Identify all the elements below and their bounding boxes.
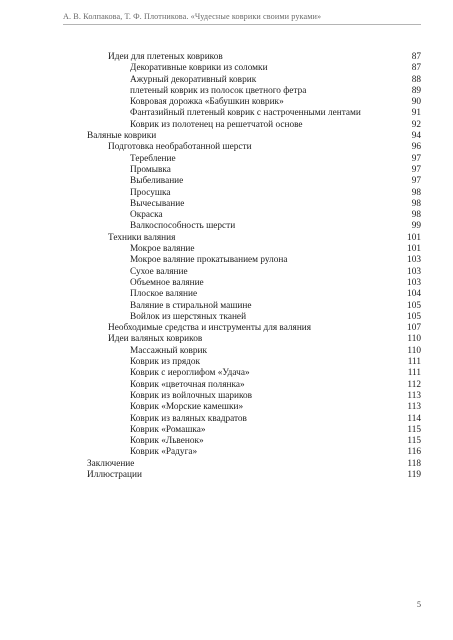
- toc-entry-page: 101: [407, 244, 421, 255]
- toc-entry-title: Ажурный декоративный коврик: [130, 74, 257, 85]
- toc-entry-title: Массажный коврик: [130, 345, 208, 356]
- toc-entry-title: Идеи для плетеных ковриков: [108, 52, 223, 62]
- toc-entry-page: 98: [411, 187, 421, 198]
- toc-entry-title: Войлок из шерстяных тканей: [130, 311, 247, 322]
- toc-entry-page: 94: [411, 131, 421, 142]
- toc-entry: [0, 334, 453, 345]
- toc-entry-page: 97: [411, 176, 421, 187]
- toc-entry-title: Выбеливание: [130, 176, 184, 187]
- toc-entry-page: 96: [411, 142, 421, 153]
- toc-entry-title: Коврик «Львенок»: [130, 436, 204, 447]
- toc-entry: [0, 425, 453, 436]
- toc-entry-page: 105: [407, 311, 421, 322]
- toc-entry: [0, 154, 453, 165]
- toc-entry-title: плетеный коврик из полосок цветного фетра: [130, 85, 307, 96]
- running-head: А. В. Колпакова, Т. Ф. Плотникова. «Чудесные коврики своими руками»: [63, 12, 322, 21]
- toc-entry-title: Идеи валяных ковриков: [108, 334, 203, 345]
- toc-entry: [0, 278, 453, 289]
- toc-entry-title: Коврик «цветочная полянка»: [130, 379, 245, 390]
- toc-entry-title: Коврик из валяных квадратов: [130, 413, 247, 424]
- toc-entry: [0, 470, 453, 481]
- toc-entry-title: Теребление: [130, 153, 176, 164]
- toc-entry-page: 111: [407, 357, 421, 368]
- toc-entry-title: Заключение: [87, 458, 135, 469]
- toc-entry: [0, 459, 453, 470]
- toc-entry-title: Коврик из прядок: [130, 357, 201, 368]
- toc-entry-page: 99: [411, 221, 421, 232]
- toc-entry-title: Валяние в стиральной машине: [130, 300, 252, 311]
- header-divider: [63, 24, 421, 25]
- toc-entry: [0, 391, 453, 402]
- toc-entry-title: Окраска: [130, 210, 163, 221]
- toc-entry: [0, 368, 453, 379]
- toc-entry-title: Коврик из войлочных шариков: [130, 390, 253, 401]
- toc-entry-page: 103: [407, 255, 421, 266]
- toc-entry-title: Необходимые средства и инструменты для валяния: [108, 323, 312, 334]
- toc-entry: [0, 131, 453, 142]
- toc-entry-page: 87: [411, 52, 421, 62]
- toc-entry-page: 104: [407, 289, 421, 300]
- toc-entry: [0, 267, 453, 278]
- toc-entry: [0, 86, 453, 97]
- toc-entry-page: 89: [411, 85, 421, 96]
- toc-entry-title: Подготовка необработанной шерсти: [108, 142, 252, 153]
- toc-entry-page: 88: [411, 74, 421, 85]
- toc-entry-page: 118: [407, 458, 421, 469]
- toc-entry-title: Коврик «Радуга»: [130, 447, 198, 458]
- toc-entry-title: Коврик «Ромашка»: [130, 424, 206, 435]
- toc-entry: [0, 120, 453, 131]
- toc-entry-title: Просушка: [130, 187, 171, 198]
- toc-entry: [0, 289, 453, 300]
- toc-entry-page: 97: [411, 164, 421, 175]
- toc-entry: [0, 301, 453, 312]
- toc-entry: [0, 97, 453, 108]
- toc-entry-page: 97: [411, 153, 421, 164]
- toc-entry-page: 110: [407, 334, 421, 345]
- toc-entry-title: Техники валяния: [108, 232, 176, 243]
- toc-entry: [0, 436, 453, 447]
- toc-entry-title: Объемное валяние: [130, 277, 204, 288]
- toc-entry-page: 116: [407, 447, 421, 458]
- toc-entry-page: 90: [411, 97, 421, 108]
- toc-entry-title: Валяные коврики: [87, 131, 157, 142]
- toc-entry-page: 107: [407, 323, 421, 334]
- toc-entry: [0, 108, 453, 119]
- toc-entry: [0, 165, 453, 176]
- toc-entry-title: Мокрое валяние: [130, 244, 195, 255]
- table-of-contents: [0, 52, 453, 481]
- toc-entry-title: Декоративные коврики из соломки: [130, 63, 268, 74]
- toc-entry-page: 87: [411, 63, 421, 74]
- toc-entry-page: 114: [407, 413, 421, 424]
- toc-entry-title: Коврик из полотенец на решетчатой основе: [130, 119, 303, 130]
- toc-entry-title: Фантазийный плетеный коврик с настроченными лентами: [130, 108, 361, 119]
- toc-entry: [0, 346, 453, 357]
- toc-entry-page: 103: [407, 277, 421, 288]
- toc-entry-title: Коврик «Морские камешки»: [130, 402, 244, 413]
- toc-entry: [0, 52, 453, 63]
- toc-entry-title: Плоское валяние: [130, 289, 198, 300]
- toc-entry: [0, 323, 453, 334]
- toc-entry: [0, 142, 453, 153]
- toc-entry-page: 112: [407, 379, 421, 390]
- toc-entry: [0, 210, 453, 221]
- toc-entry: [0, 221, 453, 232]
- toc-entry-page: 115: [407, 424, 421, 435]
- toc-entry-page: 92: [411, 119, 421, 130]
- toc-entry-title: Коврик с иероглифом «Удача»: [130, 368, 250, 379]
- toc-entry-page: 91: [411, 108, 421, 119]
- toc-entry: [0, 63, 453, 74]
- toc-entry: [0, 255, 453, 266]
- toc-entry: [0, 414, 453, 425]
- toc-entry-title: Ковровая дорожка «Бабушкин коврик»: [130, 97, 284, 108]
- toc-entry-title: Промывка: [130, 164, 171, 175]
- toc-entry-page: 101: [407, 232, 421, 243]
- toc-entry-page: 105: [407, 300, 421, 311]
- toc-entry-page: 110: [407, 345, 421, 356]
- toc-entry-title: Вычесывание: [130, 198, 185, 209]
- toc-entry: [0, 312, 453, 323]
- toc-entry: [0, 380, 453, 391]
- toc-entry-title: Мокрое валяние прокатыванием рулона: [130, 255, 288, 266]
- toc-entry-page: 113: [407, 402, 421, 413]
- toc-entry: [0, 244, 453, 255]
- toc-entry-title: Валкоспособность шерсти: [130, 221, 236, 232]
- toc-entry-page: 111: [407, 368, 421, 379]
- toc-entry: [0, 199, 453, 210]
- toc-entry: [0, 447, 453, 458]
- toc-entry-title: Сухое валяние: [130, 266, 188, 277]
- toc-entry: [0, 402, 453, 413]
- toc-entry: [0, 176, 453, 187]
- toc-entry-page: 98: [411, 198, 421, 209]
- toc-entry-page: 119: [407, 469, 421, 480]
- toc-entry-page: 115: [407, 436, 421, 447]
- toc-entry: [0, 188, 453, 199]
- toc-entry-page: 113: [407, 390, 421, 401]
- toc-entry-page: 103: [407, 266, 421, 277]
- page-number: 5: [417, 600, 421, 609]
- toc-entry-title: Иллюстрации: [87, 469, 142, 480]
- toc-entry: [0, 233, 453, 244]
- toc-entry: [0, 357, 453, 368]
- toc-entry: [0, 75, 453, 86]
- toc-entry-page: 98: [411, 210, 421, 221]
